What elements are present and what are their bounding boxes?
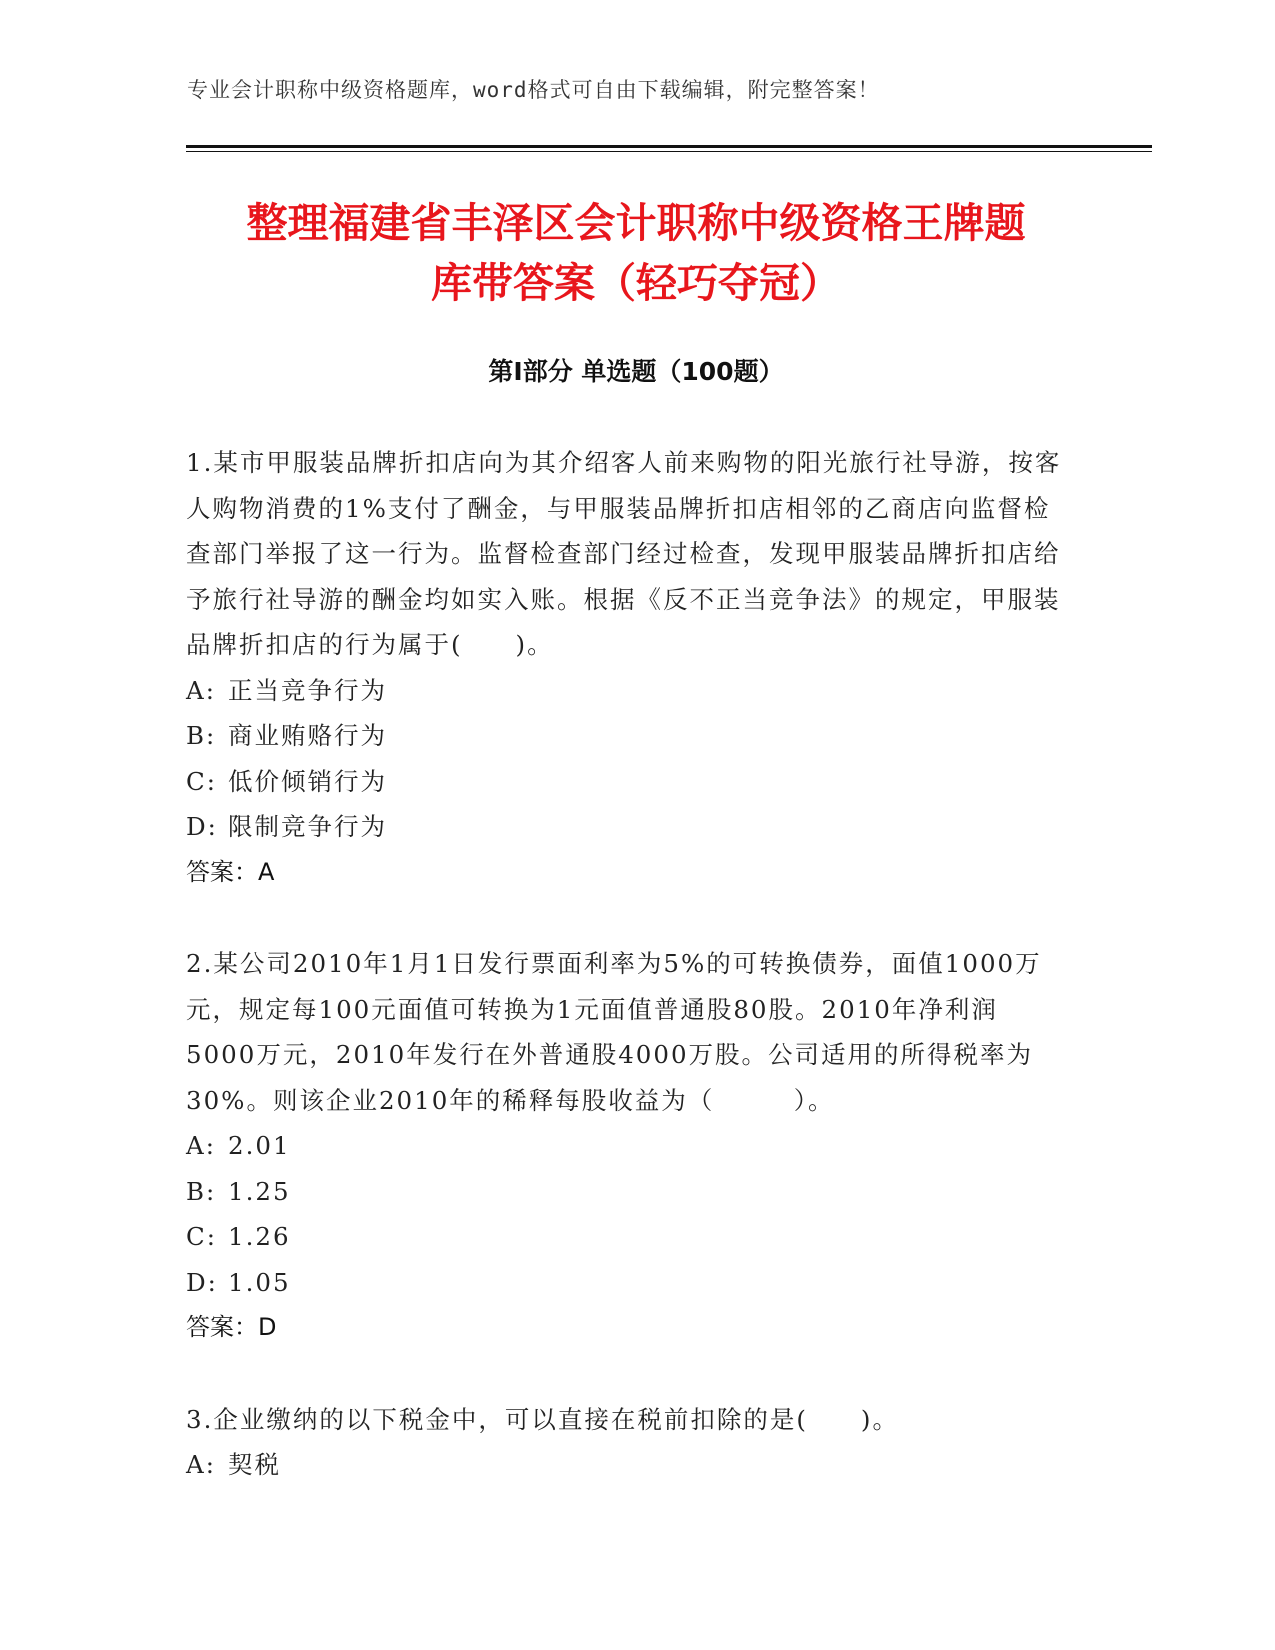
question-stem: 3.企业缴纳的以下税金中，可以直接在税前扣除的是( )。 [186, 1404, 899, 1434]
option-text: 商业贿赂行为 [228, 721, 387, 750]
document-title [186, 193, 1086, 313]
question-stem: 2.某公司2010年1月1日发行票面利率为5%的可转换债券，面值1000万元，规定每100元面值可转换为1元面值普通股80股。2010年净利润5000万元，2010年发行在外普通股4000万股。公司适用的所得税率为30%。则该企业2010年的稀释每股收益为（ ）。 [186, 949, 1042, 1115]
option-letter: B: [186, 721, 217, 750]
option-text: 正当竞争行为 [228, 675, 387, 705]
question-1 [186, 440, 1066, 895]
option-c [186, 1214, 1066, 1260]
page-header: 专业会计职称中级资格题库，word格式可自由下载编辑，附完整答案！ [187, 78, 880, 102]
option-letter: A: [186, 1450, 216, 1479]
title-line-1: 整理福建省丰泽区会计职称中级资格王牌题 [246, 199, 1026, 247]
option-letter: A: [186, 1131, 216, 1160]
option-d [186, 1260, 1066, 1306]
option-letter: C: [186, 766, 218, 796]
option-letter: C: [186, 1222, 218, 1251]
option-d [186, 804, 1066, 850]
option-letter: D: [186, 812, 218, 841]
question-2 [186, 941, 1066, 1351]
question-stem: 1.某市甲服装品牌折扣店向为其介绍客人前来购物的阳光旅行社导游，按客人购物消费的1%支付了酬金，与甲服装品牌折扣店相邻的乙商店向监督检查部门举报了这一行为。监督检查部门经过检查，发现甲服装品牌折扣店给予旅行社导游的酬金均如实入账。根据《反不正当竞争法》的规定，甲服装品牌折扣店的行为属于( )。 [186, 448, 1062, 659]
option-letter: D: [186, 1267, 218, 1297]
title-line-2: 库带答案（轻巧夺冠） [431, 259, 841, 307]
option-a [186, 1123, 1066, 1169]
answer-line: 答案：A [186, 857, 275, 886]
option-text: 2.01 [228, 1131, 291, 1160]
header-rule-thin [186, 151, 1152, 152]
header-rule-thick [186, 145, 1152, 148]
section-heading: 第Ⅰ部分 单选题（100题） [488, 357, 784, 386]
option-a [186, 668, 1066, 714]
option-text: 1.25 [228, 1176, 291, 1206]
option-letter: B: [186, 1176, 217, 1206]
option-text: 低价倾销行为 [228, 766, 387, 796]
option-letter: A: [186, 675, 216, 705]
option-b [186, 713, 1066, 759]
answer-line: 答案：D [186, 1313, 277, 1341]
option-c [186, 759, 1066, 805]
option-text: 限制竞争行为 [228, 812, 387, 841]
question-3 [186, 1397, 1066, 1488]
option-text: 契税 [228, 1450, 281, 1479]
option-a [186, 1442, 1066, 1488]
option-text: 1.05 [228, 1267, 291, 1297]
option-text: 1.26 [228, 1222, 291, 1251]
question-list [186, 440, 1066, 1534]
option-b [186, 1169, 1066, 1215]
